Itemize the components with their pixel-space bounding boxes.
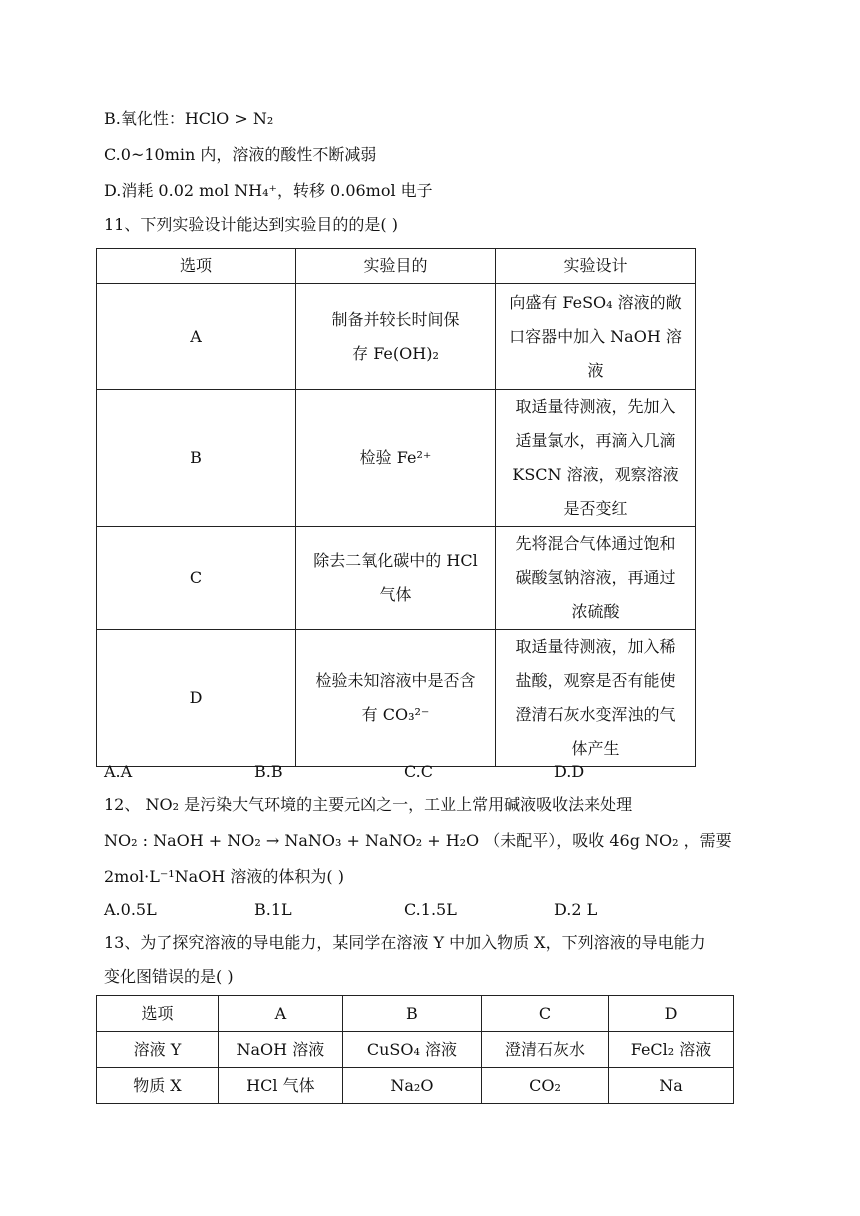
q11-choice-a: A.A (104, 762, 133, 781)
q13-line2: 变化图错误的是( ) (104, 967, 234, 986)
q13-table (96, 995, 734, 1104)
header-cell: 实验目的 (296, 249, 496, 284)
header-cell: B (342, 996, 481, 1032)
q11-choice-d: D.D (554, 762, 585, 781)
table-cell: 澄清石灰水 (482, 1032, 609, 1068)
q10-option-c: C.0~10min 内，溶液的酸性不断减弱 (104, 145, 377, 164)
q12-line3: 2mol·L⁻¹NaOH 溶液的体积为( ) (104, 867, 344, 886)
q12-choice-b: B.1L (254, 900, 292, 919)
header-cell: D (609, 996, 734, 1032)
table-cell: Na (609, 1068, 734, 1104)
purpose-cell: 除去二氧化碳中的 HCl 气体 (296, 527, 496, 630)
option-cell: B (97, 390, 296, 527)
q10-option-b: B.氧化性：HClO > N₂ (104, 109, 274, 128)
table-row (97, 1032, 734, 1068)
row-label-cell: 溶液 Y (97, 1032, 219, 1068)
option-cell: D (97, 630, 296, 767)
table-row (97, 284, 696, 390)
design-cell: 先将混合气体通过饱和碳酸氢钠溶液，再通过浓硫酸 (496, 527, 696, 630)
q12-line2: NO₂ : NaOH + NO₂ → NaNO₃ + NaNO₂ + H₂O （未配平），吸收 46g NO₂ ，需要 (104, 831, 732, 850)
table-row (97, 1068, 734, 1104)
option-cell: A (97, 284, 296, 390)
header-cell: A (218, 996, 342, 1032)
header-cell: 选项 (97, 249, 296, 284)
design-cell: 向盛有 FeSO₄ 溶液的敞口容器中加入 NaOH 溶液 (496, 284, 696, 390)
table-row (97, 390, 696, 527)
q11-choice-c: C.C (404, 762, 433, 781)
q11-stem: 11、下列实验设计能达到实验目的的是( ) (104, 215, 398, 234)
purpose-cell: 检验 Fe²⁺ (296, 390, 496, 527)
header-cell: C (482, 996, 609, 1032)
table-header-row (97, 996, 734, 1032)
option-cell: C (97, 527, 296, 630)
table-header-row (97, 249, 696, 284)
q13-line1: 13、为了探究溶液的导电能力，某同学在溶液 Y 中加入物质 X，下列溶液的导电能力 (104, 933, 706, 952)
header-cell: 实验设计 (496, 249, 696, 284)
table-cell: NaOH 溶液 (218, 1032, 342, 1068)
purpose-cell: 检验未知溶液中是否含有 CO₃²⁻ (296, 630, 496, 767)
design-cell: 取适量待测液，加入稀盐酸，观察是否有能使澄清石灰水变浑浊的气体产生 (496, 630, 696, 767)
q11-choice-b: B.B (254, 762, 283, 781)
header-cell: 选项 (97, 996, 219, 1032)
purpose-cell: 制备并较长时间保存 Fe(OH)₂ (296, 284, 496, 390)
table-cell: FeCl₂ 溶液 (609, 1032, 734, 1068)
table-cell: CO₂ (482, 1068, 609, 1104)
table-cell: CuSO₄ 溶液 (342, 1032, 481, 1068)
design-cell: 取适量待测液，先加入适量氯水，再滴入几滴 KSCN 溶液，观察溶液是否变红 (496, 390, 696, 527)
q12-choice-c: C.1.5L (404, 900, 457, 919)
q12-choice-a: A.0.5L (104, 900, 157, 919)
row-label-cell: 物质 X (97, 1068, 219, 1104)
table-cell: Na₂O (342, 1068, 481, 1104)
table-cell: HCl 气体 (218, 1068, 342, 1104)
q10-option-d: D.消耗 0.02 mol NH₄⁺，转移 0.06mol 电子 (104, 181, 433, 200)
q12-line1: 12、 NO₂ 是污染大气环境的主要元凶之一，工业上常用碱液吸收法来处理 (104, 795, 633, 814)
table-row (97, 527, 696, 630)
q11-table (96, 248, 696, 767)
table-row (97, 630, 696, 767)
q12-choice-d: D.2 L (554, 900, 598, 919)
